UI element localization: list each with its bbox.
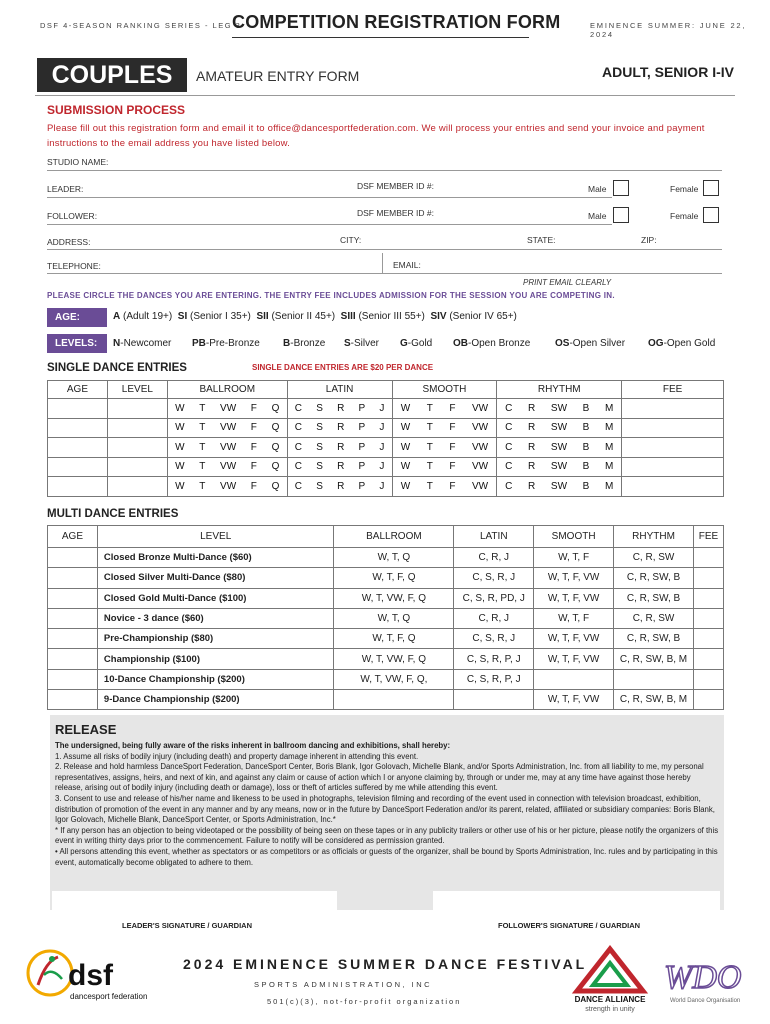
dsf-emblem-icon bbox=[22, 945, 172, 1007]
multi-dance-row bbox=[48, 669, 724, 689]
wdo-text: WDO bbox=[664, 959, 742, 996]
rhythm-dance-option[interactable]: M bbox=[604, 461, 614, 473]
fee-cell[interactable] bbox=[693, 568, 723, 588]
single-dance-row bbox=[48, 418, 724, 438]
rhythm-dance-option[interactable]: C bbox=[505, 422, 513, 434]
ballroom-dance-option[interactable]: T bbox=[199, 402, 206, 414]
latin-dance-option[interactable]: R bbox=[337, 402, 345, 414]
release-p5: • All persons attending this event, whether as spectators or as competitors or as officials or guests of the organizer, shall be bound by Sports Administration, Inc. rules and by participating in this event, automatically become obligated to adhere to them. bbox=[55, 846, 718, 867]
smooth-cell bbox=[392, 418, 497, 438]
rhythm-dance-option[interactable]: SW bbox=[550, 461, 568, 473]
smooth-cell[interactable]: W, T, F bbox=[534, 548, 614, 568]
fee-cell[interactable] bbox=[693, 588, 723, 608]
series-label: DSF 4-SEASON RANKING SERIES - LEG 3 bbox=[40, 21, 242, 30]
latin-dance-option[interactable]: J bbox=[379, 422, 385, 434]
follower-male-checkbox[interactable] bbox=[613, 207, 629, 223]
alliance-subtext: strength in unity bbox=[585, 1006, 635, 1013]
smooth-cell[interactable]: W, T, F bbox=[534, 608, 614, 628]
latin-dance-option[interactable]: P bbox=[358, 461, 366, 473]
multi-dance-row bbox=[48, 588, 724, 608]
ballroom-dance-option[interactable]: T bbox=[199, 461, 206, 473]
level-cell: 10-Dance Championship ($200) bbox=[97, 669, 334, 689]
submission-text: Please fill out this registration form and email it to office@dancesportfederation.com. We will process your entries and send your invoice and payment instructions to the email address you have listed below. bbox=[47, 123, 705, 149]
rhythm-dance-option[interactable]: C bbox=[505, 441, 513, 453]
age-option[interactable]: SIV (Senior IV 65+) bbox=[430, 311, 517, 322]
fee-cell[interactable] bbox=[693, 608, 723, 628]
follower-signature-label: FOLLOWER'S SIGNATURE / GUARDIAN bbox=[498, 921, 641, 930]
rhythm-cell bbox=[497, 418, 622, 438]
level-cell: Closed Silver Multi-Dance ($80) bbox=[97, 568, 334, 588]
latin-dance-option[interactable]: J bbox=[379, 461, 385, 473]
rhythm-dance-option[interactable]: SW bbox=[550, 441, 568, 453]
smooth-cell bbox=[392, 438, 497, 458]
smooth-dance-option[interactable]: T bbox=[426, 480, 433, 492]
single-dance-row bbox=[48, 438, 724, 458]
col-fee: FEE bbox=[622, 381, 724, 399]
ballroom-cell[interactable]: W, T, F, Q bbox=[334, 568, 454, 588]
single-dance-price: SINGLE DANCE ENTRIES ARE $20 PER DANCE bbox=[252, 363, 434, 372]
col-rhythm: RHYTHM bbox=[614, 526, 694, 548]
latin-dance-option[interactable]: S bbox=[316, 422, 323, 434]
ballroom-dance-option[interactable]: VW bbox=[220, 461, 237, 473]
release-p3: 3. Consent to use and release of his/her name and likeness to be used in photographs, television filming and recording of the event used in connection with television broadcast, exhibition, distribution of promotion of the event in any manner and by any means, now or in the future by DanceSport Federation and/or its parent, related, affiliated or subsidiary companies: Boris Blank, Igor Golovach, Michelle Blank, DanceSport Center, or Sports Administration, Inc.* bbox=[55, 793, 715, 825]
follower-female-label: Female bbox=[670, 211, 699, 221]
smooth-dance-option[interactable]: W bbox=[400, 441, 411, 453]
smooth-dance-option[interactable]: W bbox=[400, 461, 411, 473]
rhythm-dance-option[interactable]: R bbox=[528, 480, 536, 492]
nonprofit-label: 501(c)(3), not-for-profit organization bbox=[267, 997, 462, 1006]
leader-label: LEADER: bbox=[47, 184, 84, 194]
col-smooth: SMOOTH bbox=[534, 526, 614, 548]
ballroom-cell[interactable]: W, T, VW, F, Q bbox=[334, 588, 454, 608]
rhythm-cell[interactable] bbox=[614, 669, 694, 689]
smooth-dance-option[interactable]: W bbox=[400, 402, 411, 414]
smooth-dance-option[interactable]: VW bbox=[471, 480, 489, 492]
latin-cell[interactable]: C, S, R, P, J bbox=[454, 669, 534, 689]
latin-dance-option[interactable]: C bbox=[294, 441, 302, 453]
age-cell[interactable] bbox=[48, 477, 108, 497]
fee-cell[interactable] bbox=[693, 669, 723, 689]
fee-cell[interactable] bbox=[622, 399, 724, 419]
ballroom-dance-option[interactable]: VW bbox=[220, 480, 237, 492]
state-label: STATE: bbox=[527, 235, 556, 245]
latin-dance-option[interactable]: S bbox=[316, 441, 323, 453]
age-cell[interactable] bbox=[48, 399, 108, 419]
ballroom-dance-option[interactable]: VW bbox=[220, 441, 237, 453]
multi-dance-title: MULTI DANCE ENTRIES bbox=[47, 508, 179, 520]
smooth-cell[interactable]: W, T, F, VW bbox=[534, 588, 614, 608]
ballroom-cell bbox=[167, 399, 287, 419]
age-cell[interactable] bbox=[48, 418, 108, 438]
fee-cell[interactable] bbox=[622, 477, 724, 497]
multi-dance-row bbox=[48, 649, 724, 669]
col-age: AGE bbox=[48, 381, 108, 399]
level-option[interactable]: OG-Open Gold bbox=[648, 338, 716, 349]
rhythm-cell[interactable]: C, R, SW, B bbox=[614, 568, 694, 588]
event-date: EMINENCE SUMMER: JUNE 22, 2024 bbox=[590, 21, 747, 39]
col-level: LEVEL bbox=[97, 526, 334, 548]
rhythm-dance-option[interactable]: C bbox=[505, 480, 513, 492]
latin-dance-option[interactable]: J bbox=[379, 402, 385, 414]
zip-label: ZIP: bbox=[641, 235, 657, 245]
latin-cell[interactable] bbox=[454, 690, 534, 710]
follower-female-checkbox[interactable] bbox=[703, 207, 719, 223]
leader-signature-field[interactable] bbox=[52, 891, 337, 917]
single-dance-row bbox=[48, 477, 724, 497]
couples-badge: COUPLES bbox=[37, 58, 187, 92]
smooth-cell bbox=[392, 477, 497, 497]
level-cell[interactable] bbox=[107, 438, 167, 458]
dsf-logo-text: dsf bbox=[68, 959, 113, 992]
age-cell[interactable] bbox=[48, 669, 98, 689]
smooth-cell[interactable]: W, T, F, VW bbox=[534, 690, 614, 710]
rhythm-dance-option[interactable]: C bbox=[505, 402, 513, 414]
level-cell: Closed Bronze Multi-Dance ($60) bbox=[97, 548, 334, 568]
leader-male-checkbox[interactable] bbox=[613, 180, 629, 196]
dance-alliance-triangle-icon bbox=[563, 945, 658, 1013]
rhythm-dance-option[interactable]: B bbox=[582, 402, 590, 414]
smooth-dance-option[interactable]: T bbox=[426, 402, 433, 414]
ballroom-cell bbox=[167, 457, 287, 477]
age-option[interactable]: SII (Senior II 45+) bbox=[256, 311, 336, 322]
ballroom-dance-option[interactable]: W bbox=[175, 422, 185, 434]
age-options bbox=[113, 311, 517, 322]
fee-cell[interactable] bbox=[622, 418, 724, 438]
latin-cell bbox=[287, 418, 392, 438]
rhythm-dance-option[interactable]: B bbox=[582, 441, 590, 453]
latin-cell bbox=[287, 477, 392, 497]
age-option[interactable]: A (Adult 19+) bbox=[113, 311, 173, 322]
level-option[interactable]: B-Bronze bbox=[283, 338, 326, 349]
fee-cell[interactable] bbox=[693, 629, 723, 649]
form-title: COMPETITION REGISTRATION FORM bbox=[232, 12, 561, 32]
smooth-dance-option[interactable]: W bbox=[400, 480, 411, 492]
single-dance-title: SINGLE DANCE ENTRIES bbox=[47, 362, 187, 374]
smooth-cell[interactable] bbox=[534, 669, 614, 689]
ballroom-cell[interactable]: W, T, Q bbox=[334, 548, 454, 568]
ballroom-dance-option[interactable]: Q bbox=[271, 422, 280, 434]
rhythm-cell[interactable]: C, R, SW bbox=[614, 548, 694, 568]
wdo-emblem-icon bbox=[660, 950, 760, 1008]
ballroom-dance-option[interactable]: W bbox=[175, 402, 185, 414]
latin-cell bbox=[287, 438, 392, 458]
rhythm-dance-option[interactable]: B bbox=[582, 480, 590, 492]
smooth-cell[interactable]: W, T, F, VW bbox=[534, 568, 614, 588]
studio-label: STUDIO NAME: bbox=[47, 157, 109, 167]
level-option[interactable]: OS-Open Silver bbox=[555, 338, 626, 349]
follower-label: FOLLOWER: bbox=[47, 211, 98, 221]
col-rhythm: RHYTHM bbox=[497, 381, 622, 399]
title-underline bbox=[232, 37, 529, 38]
latin-dance-option[interactable]: J bbox=[379, 441, 385, 453]
multi-dance-row bbox=[48, 568, 724, 588]
rhythm-dance-option[interactable]: R bbox=[528, 402, 536, 414]
rhythm-cell[interactable]: C, R, SW, B bbox=[614, 629, 694, 649]
ballroom-dance-option[interactable]: W bbox=[175, 441, 185, 453]
age-cell[interactable] bbox=[48, 649, 98, 669]
follower-signature-field[interactable] bbox=[433, 891, 720, 917]
address-input[interactable] bbox=[47, 249, 722, 250]
ballroom-cell[interactable]: W, T, VW, F, Q, bbox=[334, 669, 454, 689]
age-option[interactable]: SIII (Senior III 55+) bbox=[340, 311, 425, 322]
latin-cell[interactable]: C, S, R, PD, J bbox=[454, 588, 534, 608]
divider bbox=[35, 95, 735, 96]
latin-dance-option[interactable]: R bbox=[337, 441, 345, 453]
ballroom-cell bbox=[167, 438, 287, 458]
age-cell[interactable] bbox=[48, 548, 98, 568]
festival-title: 2024 EMINENCE SUMMER DANCE FESTIVAL bbox=[183, 956, 588, 972]
ballroom-dance-option[interactable]: F bbox=[250, 402, 257, 414]
latin-dance-option[interactable]: C bbox=[294, 480, 302, 492]
rhythm-dance-option[interactable]: M bbox=[604, 441, 614, 453]
smooth-dance-option[interactable]: F bbox=[449, 402, 456, 414]
fee-cell[interactable] bbox=[622, 457, 724, 477]
release-p4: * If any person has an objection to being videotaped or the possibility of being seen on these tapes or in any publicity trailers or other use of his or her picture, please notify the organizers of this event in writing thirty days prior to the commencement. Failure to notify will be considered as permission granted. bbox=[55, 825, 719, 846]
ballroom-dance-option[interactable]: W bbox=[175, 461, 185, 473]
release-text bbox=[55, 741, 720, 868]
rhythm-dance-option[interactable]: R bbox=[528, 441, 536, 453]
col-smooth: SMOOTH bbox=[392, 381, 497, 399]
release-intro: The undersigned, being fully aware of the risks inherent in ballroom dancing and exhibitions, shall hereby: bbox=[55, 741, 451, 750]
wdo-logo bbox=[660, 950, 760, 1008]
smooth-cell[interactable]: W, T, F, VW bbox=[534, 629, 614, 649]
ballroom-dance-option[interactable]: F bbox=[250, 422, 257, 434]
entry-type: AMATEUR ENTRY FORM bbox=[196, 68, 360, 84]
rhythm-dance-option[interactable]: R bbox=[528, 461, 536, 473]
latin-dance-option[interactable]: P bbox=[358, 480, 366, 492]
col-ballroom: BALLROOM bbox=[167, 381, 287, 399]
age-option[interactable]: SI (Senior I 35+) bbox=[177, 311, 251, 322]
ballroom-dance-option[interactable]: Q bbox=[271, 402, 280, 414]
submission-title: SUBMISSION PROCESS bbox=[47, 103, 186, 117]
rhythm-dance-option[interactable]: M bbox=[604, 402, 614, 414]
latin-dance-option[interactable]: R bbox=[337, 422, 345, 434]
ballroom-dance-option[interactable]: Q bbox=[271, 461, 280, 473]
smooth-dance-option[interactable]: VW bbox=[471, 441, 489, 453]
col-latin: LATIN bbox=[287, 381, 392, 399]
latin-dance-option[interactable]: C bbox=[294, 461, 302, 473]
follower-member-id-label: DSF MEMBER ID #: bbox=[357, 208, 434, 218]
ballroom-dance-option[interactable]: F bbox=[250, 461, 257, 473]
level-cell: Closed Gold Multi-Dance ($100) bbox=[97, 588, 334, 608]
ballroom-dance-option[interactable]: Q bbox=[271, 441, 280, 453]
follower-input[interactable] bbox=[47, 224, 612, 225]
smooth-dance-option[interactable]: F bbox=[449, 480, 456, 492]
leader-input[interactable] bbox=[47, 197, 612, 198]
smooth-dance-option[interactable]: T bbox=[426, 422, 433, 434]
multi-dance-row bbox=[48, 608, 724, 628]
latin-cell[interactable]: C, S, R, J bbox=[454, 568, 534, 588]
level-cell: Pre-Championship ($80) bbox=[97, 629, 334, 649]
ballroom-dance-option[interactable]: F bbox=[250, 441, 257, 453]
latin-dance-option[interactable]: P bbox=[358, 402, 366, 414]
col-age: AGE bbox=[48, 526, 98, 548]
multi-dance-row bbox=[48, 690, 724, 710]
single-dance-table bbox=[47, 380, 724, 497]
col-ballroom: BALLROOM bbox=[334, 526, 454, 548]
rhythm-cell bbox=[497, 457, 622, 477]
latin-cell bbox=[287, 457, 392, 477]
fee-cell[interactable] bbox=[693, 548, 723, 568]
smooth-dance-option[interactable]: T bbox=[426, 461, 433, 473]
rhythm-cell bbox=[497, 399, 622, 419]
col-level: LEVEL bbox=[107, 381, 167, 399]
age-cell[interactable] bbox=[48, 629, 98, 649]
field-divider bbox=[382, 253, 383, 273]
single-dance-row bbox=[48, 457, 724, 477]
smooth-dance-option[interactable]: F bbox=[449, 422, 456, 434]
latin-dance-option[interactable]: S bbox=[316, 461, 323, 473]
fee-cell[interactable] bbox=[693, 649, 723, 669]
rhythm-cell[interactable]: C, R, SW, B, M bbox=[614, 649, 694, 669]
multi-dance-row bbox=[48, 629, 724, 649]
smooth-cell bbox=[392, 399, 497, 419]
category-label: ADULT, SENIOR I-IV bbox=[602, 64, 734, 80]
leader-female-label: Female bbox=[670, 184, 699, 194]
ballroom-cell bbox=[167, 418, 287, 438]
rhythm-cell[interactable]: C, R, SW, B, M bbox=[614, 690, 694, 710]
print-email-note: PRINT EMAIL CLEARLY bbox=[523, 278, 612, 287]
ballroom-dance-option[interactable]: W bbox=[175, 480, 185, 492]
rhythm-dance-option[interactable]: M bbox=[604, 422, 614, 434]
age-cell[interactable] bbox=[48, 457, 108, 477]
leader-signature-label: LEADER'S SIGNATURE / GUARDIAN bbox=[122, 921, 252, 930]
latin-cell[interactable]: C, R, J bbox=[454, 548, 534, 568]
latin-dance-option[interactable]: S bbox=[316, 402, 323, 414]
fee-cell[interactable] bbox=[622, 438, 724, 458]
level-option[interactable]: G-Gold bbox=[400, 338, 433, 349]
ballroom-cell[interactable]: W, T, VW, F, Q bbox=[334, 649, 454, 669]
org-name: SPORTS ADMINISTRATION, INC bbox=[254, 980, 433, 989]
level-cell[interactable] bbox=[107, 399, 167, 419]
rhythm-dance-option[interactable]: M bbox=[604, 480, 614, 492]
address-label: ADDRESS: bbox=[47, 237, 91, 247]
latin-dance-option[interactable]: C bbox=[294, 422, 302, 434]
latin-dance-option[interactable]: C bbox=[294, 402, 302, 414]
latin-dance-option[interactable]: P bbox=[358, 441, 366, 453]
release-p1: 1. Assume all risks of bodily injury (including death) and property damage inherent in attending this event. bbox=[55, 751, 419, 761]
ballroom-dance-option[interactable]: T bbox=[199, 422, 206, 434]
smooth-dance-option[interactable]: T bbox=[426, 441, 433, 453]
rhythm-cell bbox=[497, 477, 622, 497]
rhythm-cell bbox=[497, 438, 622, 458]
levels-pill: LEVELS: bbox=[47, 334, 107, 353]
smooth-dance-option[interactable]: F bbox=[449, 441, 456, 453]
latin-dance-option[interactable]: J bbox=[379, 480, 385, 492]
single-dance-row bbox=[48, 399, 724, 419]
latin-cell[interactable]: C, S, R, J bbox=[454, 629, 534, 649]
fee-cell[interactable] bbox=[693, 690, 723, 710]
col-fee: FEE bbox=[693, 526, 723, 548]
age-cell[interactable] bbox=[48, 690, 98, 710]
latin-cell[interactable]: C, S, R, P, J bbox=[454, 649, 534, 669]
ballroom-dance-option[interactable]: VW bbox=[220, 402, 237, 414]
level-option[interactable]: N-Newcomer bbox=[113, 338, 172, 349]
level-option[interactable]: PB-Pre-Bronze bbox=[192, 338, 260, 349]
multi-dance-table bbox=[47, 525, 724, 710]
ballroom-dance-option[interactable]: T bbox=[199, 441, 206, 453]
leader-male-label: Male bbox=[588, 184, 607, 194]
rhythm-dance-option[interactable]: R bbox=[528, 422, 536, 434]
alliance-text: DANCE ALLIANCE bbox=[574, 995, 646, 1004]
latin-dance-option[interactable]: R bbox=[337, 461, 345, 473]
studio-input[interactable] bbox=[47, 170, 722, 171]
rhythm-cell[interactable]: C, R, SW bbox=[614, 608, 694, 628]
dance-alliance-logo bbox=[563, 945, 658, 1013]
ballroom-cell bbox=[167, 477, 287, 497]
telephone-email-input[interactable] bbox=[47, 273, 722, 274]
telephone-label: TELEPHONE: bbox=[47, 261, 101, 271]
rhythm-dance-option[interactable]: B bbox=[582, 461, 590, 473]
ballroom-cell[interactable] bbox=[334, 690, 454, 710]
smooth-dance-option[interactable]: VW bbox=[471, 422, 489, 434]
smooth-dance-option[interactable]: VW bbox=[471, 461, 489, 473]
smooth-dance-option[interactable]: F bbox=[449, 461, 456, 473]
follower-male-label: Male bbox=[588, 211, 607, 221]
rhythm-dance-option[interactable]: C bbox=[505, 461, 513, 473]
leader-member-id-label: DSF MEMBER ID #: bbox=[357, 181, 434, 191]
circle-instructions: PLEASE CIRCLE THE DANCES YOU ARE ENTERING. THE ENTRY FEE INCLUDES ADMISSION FOR THE SESSION YOU ARE COMPETING IN. bbox=[47, 291, 615, 300]
age-cell[interactable] bbox=[48, 608, 98, 628]
rhythm-dance-option[interactable]: SW bbox=[550, 422, 568, 434]
smooth-cell[interactable]: W, T, F, VW bbox=[534, 649, 614, 669]
ballroom-dance-option[interactable]: Q bbox=[271, 480, 280, 492]
latin-cell[interactable]: C, R, J bbox=[454, 608, 534, 628]
rhythm-cell[interactable]: C, R, SW, B bbox=[614, 588, 694, 608]
wdo-subtext: World Dance Organisation bbox=[670, 998, 741, 1004]
level-cell[interactable] bbox=[107, 477, 167, 497]
age-cell[interactable] bbox=[48, 588, 98, 608]
level-cell: Championship ($100) bbox=[97, 649, 334, 669]
smooth-cell bbox=[392, 457, 497, 477]
dsf-logo bbox=[22, 945, 172, 1007]
level-cell: 9-Dance Championship ($200) bbox=[97, 690, 334, 710]
latin-dance-option[interactable]: P bbox=[358, 422, 366, 434]
ballroom-cell[interactable]: W, T, Q bbox=[334, 608, 454, 628]
level-option[interactable]: OB-Open Bronze bbox=[453, 338, 531, 349]
col-latin: LATIN bbox=[454, 526, 534, 548]
level-cell[interactable] bbox=[107, 457, 167, 477]
ballroom-cell[interactable]: W, T, F, Q bbox=[334, 629, 454, 649]
level-cell: Novice - 3 dance ($60) bbox=[97, 608, 334, 628]
level-option[interactable]: S-Silver bbox=[344, 338, 380, 349]
rhythm-dance-option[interactable]: SW bbox=[550, 480, 568, 492]
age-pill: AGE: bbox=[47, 308, 107, 327]
ballroom-dance-option[interactable]: T bbox=[199, 480, 206, 492]
rhythm-dance-option[interactable]: B bbox=[582, 422, 590, 434]
release-title: RELEASE bbox=[55, 722, 117, 737]
dsf-logo-subtext: dancesport federation bbox=[70, 992, 148, 1001]
email-label: EMAIL: bbox=[393, 260, 421, 270]
multi-dance-row bbox=[48, 548, 724, 568]
city-label: CITY: bbox=[340, 235, 362, 245]
ballroom-dance-option[interactable]: VW bbox=[220, 422, 237, 434]
smooth-dance-option[interactable]: W bbox=[400, 422, 411, 434]
latin-cell bbox=[287, 399, 392, 419]
release-p2: 2. Release and hold harmless DanceSport Federation, DanceSport Center, Boris Blank, Igor Golovach, Michelle Blank, and/or Sports Administration, Inc. from all liability to me, my personal representatives, assigns, heirs, and next of kin, and against any claim or cause of action which I or anyone claiming by, through or under me, may at any time have against those hereby release, arising out of bodily injury (including death or damage), loss or theft of articles suffered by me while attending this event. bbox=[55, 762, 704, 793]
rhythm-dance-option[interactable]: SW bbox=[550, 402, 568, 414]
latin-dance-option[interactable]: R bbox=[337, 480, 345, 492]
leader-female-checkbox[interactable] bbox=[703, 180, 719, 196]
age-cell[interactable] bbox=[48, 438, 108, 458]
level-cell[interactable] bbox=[107, 418, 167, 438]
ballroom-dance-option[interactable]: F bbox=[250, 480, 257, 492]
age-cell[interactable] bbox=[48, 568, 98, 588]
latin-dance-option[interactable]: S bbox=[316, 480, 323, 492]
smooth-dance-option[interactable]: VW bbox=[471, 402, 489, 414]
